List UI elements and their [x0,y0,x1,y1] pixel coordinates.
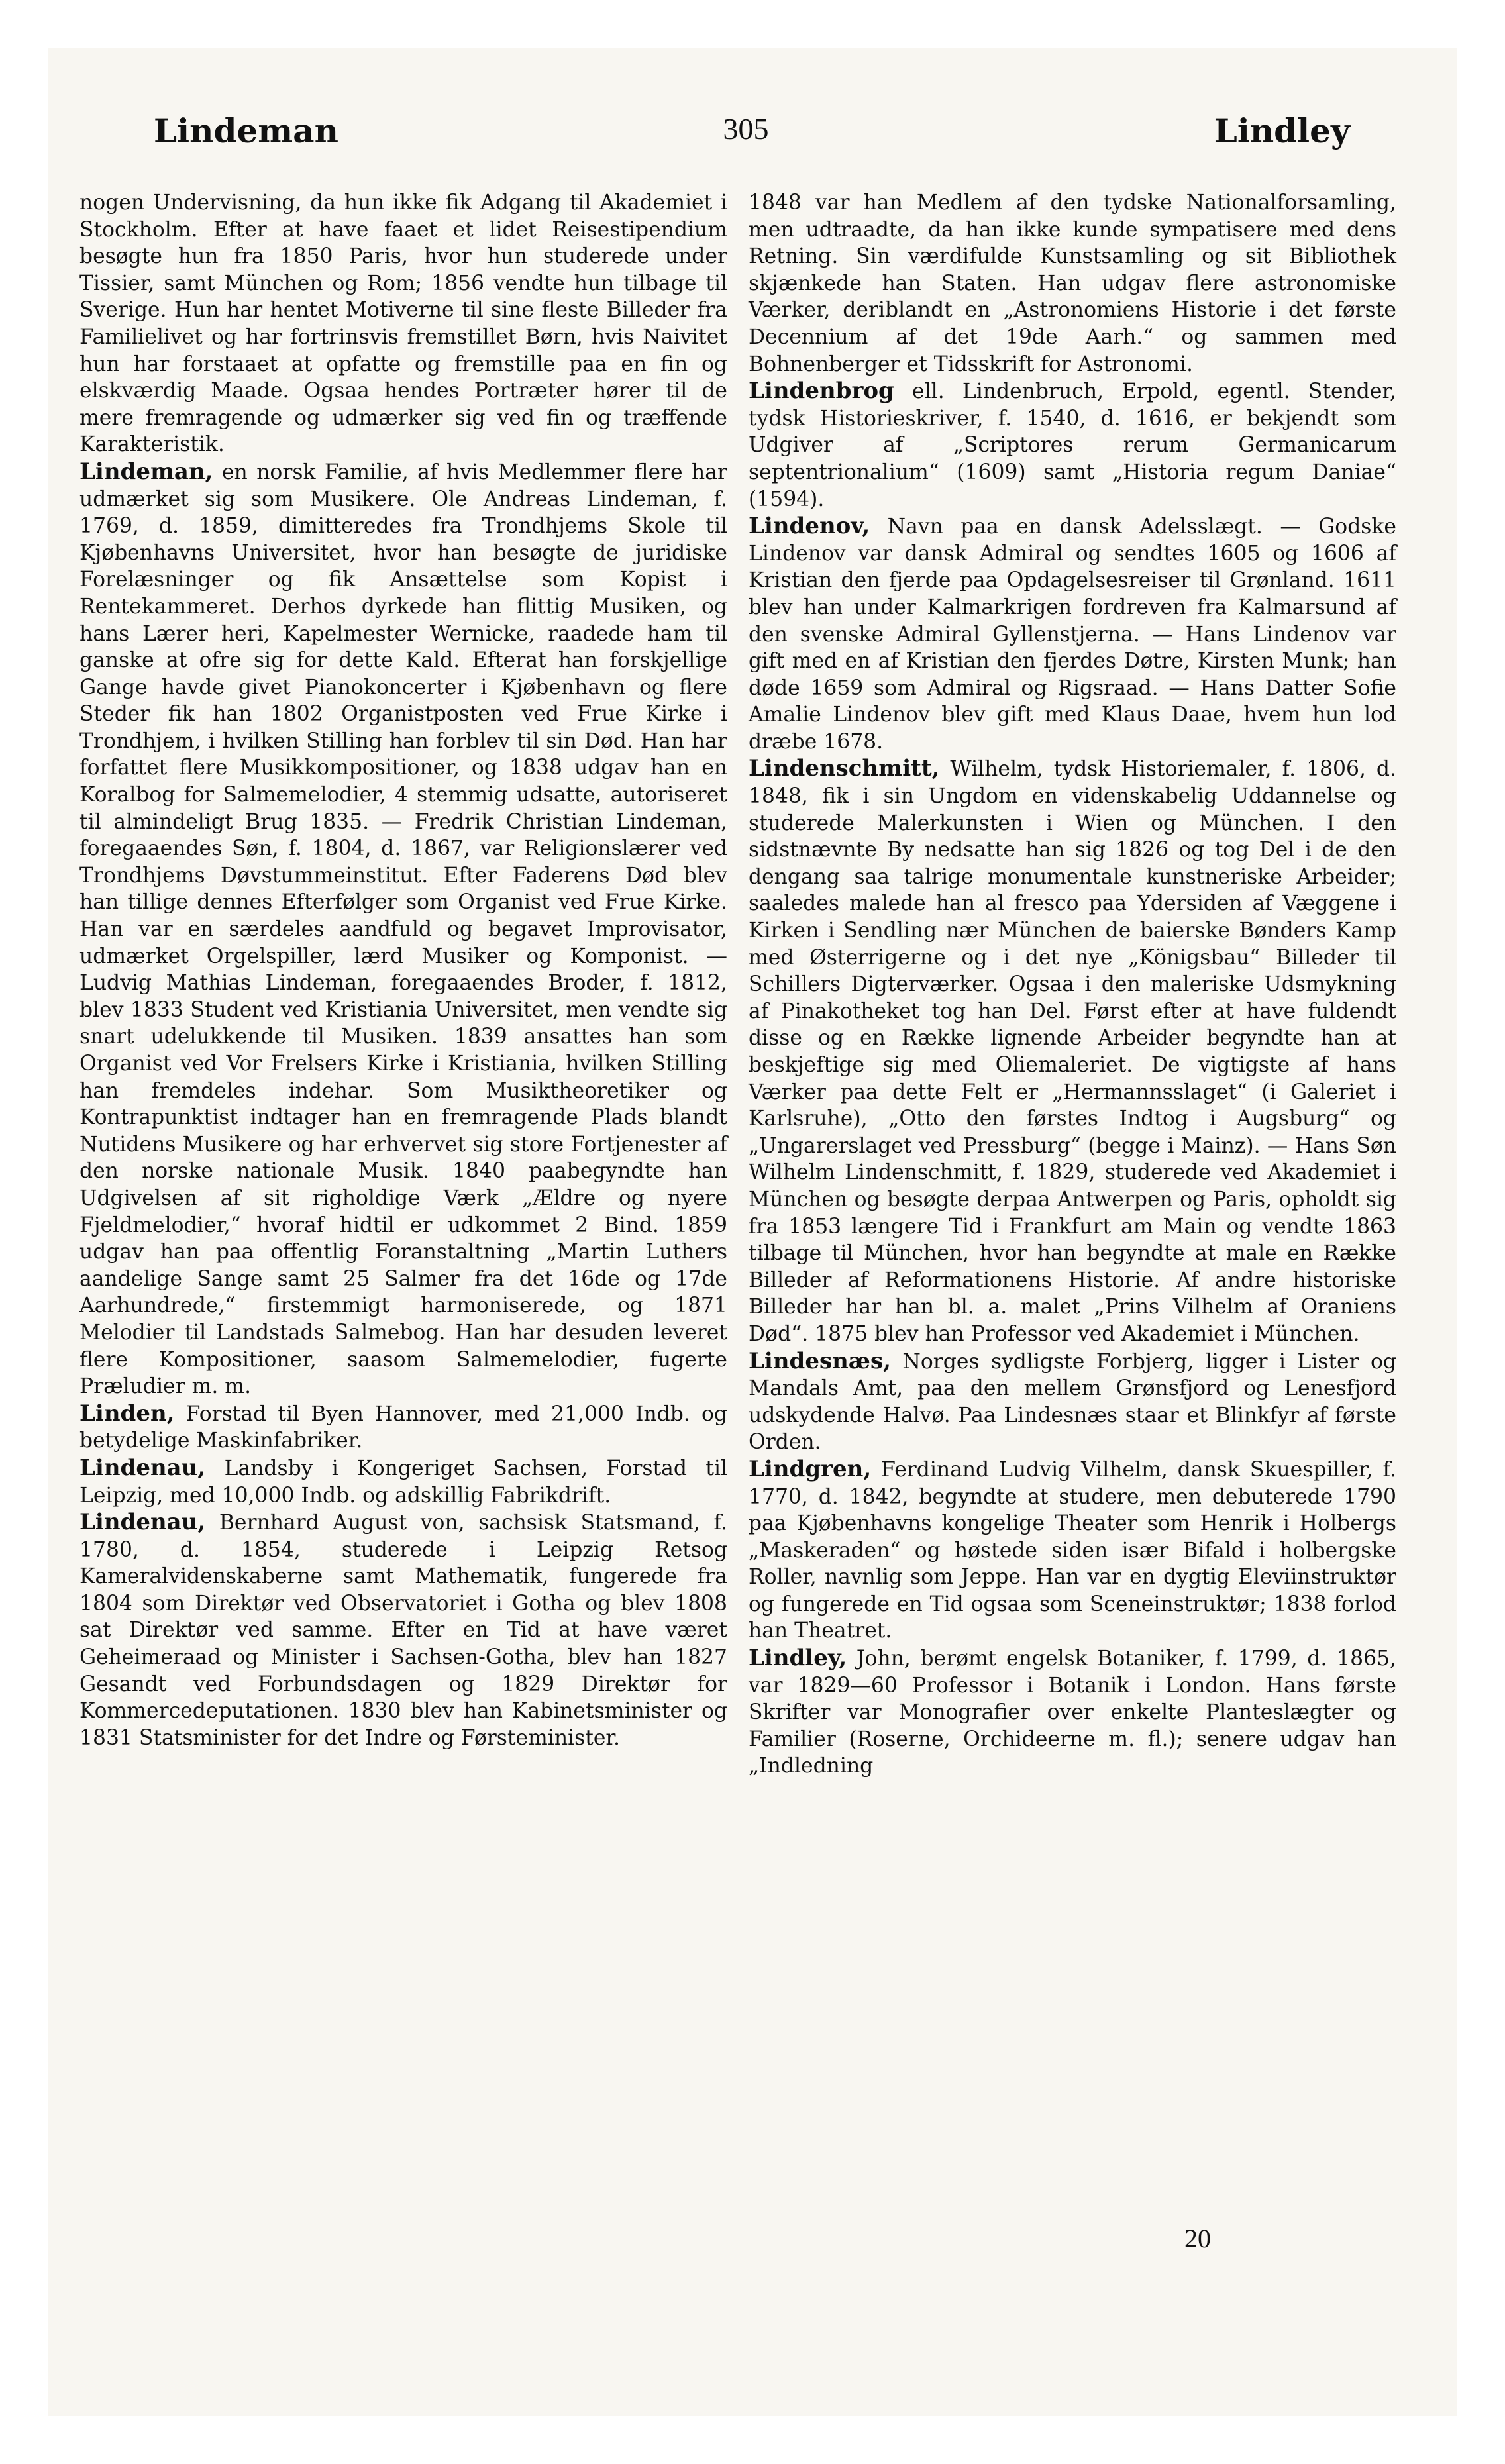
entry-headword: Lindenau, [79,1509,206,1536]
entry-paragraph [79,1509,727,1751]
entry-text: nogen Undervisning, da hun ikke fik Adgang til Akademiet i Stockholm. Efter at have faaet et lidet Reisestipendium besøgte hun fra 1850 Paris, hvor hun studerede under Tissier, samt München og Rom; 1856 vendte hun tilbage til Sverige. Hun har hentet Motiverne til sine fleste Billeder fra Familielivet og har fortrinsvis fremstillet Børn, hvis Naivitet hun har forstaaet at opfatte og fremstille paa en fin og elskværdig Maade. Ogsaa hendes Portræter hører til de mere fremragende og udmærker sig ved fin og træffende Karakteristik. [79,191,727,457]
entry-paragraph [749,1645,1396,1780]
entry-text: Landsby i Kongeriget Sachsen, Forstad til Leipzig, med 10,000 Indb. og adskillig Fabrikdrift. [79,1456,727,1508]
entry-paragraph [79,1400,727,1455]
entry-text: John, berømt engelsk Botaniker, f. 1799, d. 1865, var 1829—60 Professor i Botanik i London. Hans første Skrifter var Monografier over enkelte Planteslægter og Familier (Roserne, Orchideerne m. fl.); senere udgav han „Indledning [749,1647,1396,1778]
entry-paragraph [79,189,727,458]
entry-paragraph [749,378,1396,513]
entry-text: en norsk Familie, af hvis Medlemmer flere har udmærket sig som Musikere. Ole Andreas Lindeman, f. 1769, d. 1859, dimitteredes fra Trondhjems Skole til Kjøbenhavns Universitet, hvor han besøgte de juridiske Forelæsninger og fik Ansættelse som Kopist i Rentekammeret. Derhos dyrkede han flittig Musiken, og hans Lærer heri, Kapelmester Wernicke, raadede ham til ganske at ofre sig for dette Kald. Efterat han forskjellige Gange havde givet Pianokoncerter i Kjøbenhavn og flere Steder fik han 1802 Organistposten ved Frue Kirke i Trondhjem, i hvilken Stilling han forblev til sin Død. Han har forfattet flere Musikkompositioner, og 1838 udgav han en Koralbog for Salmemelodier, 4 stemmig udsatte, autoriseret til almindeligt Brug 1835. — Fredrik Christian Lindeman, foregaaendes Søn, f. 1804, d. 1867, var Religionslærer ved Trondhjems Døvstummeinstitut. Efter Faderens Død blev han tillige dennes Efterfølger som Organist ved Frue Kirke. Han var en særdeles aandfuld og begavet Improvisator, udmærket Orgelspiller, lærd Musiker og Komponist. — Ludvig Mathias Lindeman, foregaaendes Broder, f. 1812, blev 1833 Student ved Kristiania Universitet, men vendte sig snart udelukkende til Musiken. 1839 ansattes han som Organist ved Vor Frelsers Kirke i Kristiania, hvilken Stilling han fremdeles indehar. Som Musiktheoretiker og Kontrapunktist indtager han en fremragende Plads blandt Nutidens Musikere og har erhvervet sig store Fortjenester af den norske nationale Musik. 1840 paabegyndte han Udgivelsen af sit righoldige Værk „Ældre og nyere Fjeldmelodier,“ hvoraf hidtil er udkommet 2 Bind. 1859 udgav han paa offentlig Foranstaltning „Martin Luthers aandelige Sange samt 25 Salmer fra det 16de og 17de Aarhundrede,“ firstemmigt harmoniserede, og 1871 Melodier til Landstads Salmebog. Han har desuden leveret flere Kompositioner, saasom Salmemelodier, fugerte Præludier m. m. [79,460,727,1399]
entry-text: Norges sydligste Forbjerg, ligger i Lister og Mandals Amt, paa den mellem Grønsfjord og Lenesfjord udskydende Halvø. Paa Lindesnæs staar et Blinkfyr af første Orden. [749,1349,1396,1455]
entry-paragraph [749,755,1396,1347]
entry-paragraph [79,1455,727,1509]
entry-paragraph [749,1456,1396,1645]
entry-paragraph [749,1348,1396,1456]
entry-paragraph [749,513,1396,755]
entry-headword: Lindesnæs, [749,1347,891,1374]
entry-paragraph [749,189,1396,378]
entry-headword: Lindley, [749,1645,847,1672]
entry-text: Forstad til Byen Hannover, med 21,000 Indb. og betydelige Maskinfabriker. [79,1402,727,1453]
entry-headword: Lindenau, [79,1454,206,1481]
entry-headword: Lindenbrog [749,378,894,405]
header-left-word: Lindeman [154,111,338,150]
entry-paragraph [79,458,727,1400]
left-column [79,189,727,1751]
entry-headword: Lindenschmitt, [749,755,940,782]
entry-headword: Lindgren, [749,1455,872,1482]
entry-text: Ferdinand Ludvig Vilhelm, dansk Skuespiller, f. 1770, d. 1842, begyndte at studere, men debuterede 1790 paa Kjøbenhavns kongelige Theater som Henrik i Holbergs „Maskeraden“ og høstede siden især Bifald i holbergske Roller, navnlig som Jeppe. Han var en dygtig Eleviinstruktør og fungerede en Tid ogsaa som Sceneinstruktør; 1838 forlod han Theatret. [749,1457,1396,1643]
entry-headword: Lindeman, [79,458,213,485]
entry-headword: Linden, [79,1400,175,1427]
right-column [749,189,1396,1780]
page-number: 305 [723,112,769,146]
signature-mark: 20 [1184,2224,1211,2253]
header-right-word: Lindley [1214,111,1350,150]
entry-text: Wilhelm, tydsk Historiemaler, f. 1806, d. 1848, fik i sin Ungdom en videnskabelig Uddannelse og studerede Malerkunsten i Wien og München. I den sidstnævnte By nedsatte han sig 1826 og tog Del i de den dengang saa talrige monumentale kunstneriske Arbeider; saaledes malede han al fresco paa Ydersiden af Væggene i Kirken i Sendling nær München de baierske Bønders Kamp med Østerrigerne og i det nye „Königsbau“ Billeder til Schillers Digterværker. Ogsaa i den maleriske Udsmykning af Pinakotheket tog han Del. Først efter at have fuldendt disse og en Række lignende Arbeider begyndte han at beskjeftige sig med Oliemaleriet. De vigtigste af hans Værker paa dette Felt er „Hermannsslaget“ (i Galeriet i Karlsruhe), „Otto den førstes Indtog i Augsburg“ og „Ungarerslaget ved Pressburg“ (begge i Mainz). — Hans Søn Wilhelm Lindenschmitt, f. 1829, studerede ved Akademiet i München og besøgte derpaa Antwerpen og Paris, opholdt sig fra 1853 længere Tid i Frankfurt am Main og vendte 1863 tilbage til München, hvor han begyndte at male en Række Billeder af Reformationens Historie. Af andre historiske Billeder har han bl. a. malet „Prins Vilhelm af Oraniens Død“. 1875 blev han Professor ved Akademiet i München. [749,757,1396,1346]
entry-text: Bernhard August von, sachsisk Statsmand, f. 1780, d. 1854, studerede i Leipzig Retsog Kameralvidenskaberne samt Mathematik, fungerede fra 1804 som Direktør ved Observatoriet i Gotha og blev 1808 sat Direktør ved samme. Efter en Tid at have været Geheimeraad og Minister i Sachsen-Gotha, blev han 1827 Gesandt ved Forbundsdagen og 1829 Direktør for Kommercedeputationen. 1830 blev han Kabinetsminister og 1831 Statsminister for det Indre og Førsteminister. [79,1511,727,1750]
entry-text: Navn paa en dansk Adelsslægt. — Godske Lindenov var dansk Admiral og sendtes 1605 og 1606 af Kristian den fjerde paa Opdagelsesreiser til Grønland. 1611 blev han under Kalmarkrigen fordreven fra Kalmarsund af den svenske Admiral Gyllenstjerna. — Hans Lindenov var gift med en af Kristian den fjerdes Døtre, Kirsten Munk; han døde 1659 som Admiral og Rigsraad. — Hans Datter Sofie Amalie Lindenov blev gift med Klaus Daae, hvem hun lod dræbe 1678. [749,515,1396,754]
entry-headword: Lindenov, [749,513,870,540]
entry-text: 1848 var han Medlem af den tydske Nationalforsamling, men udtraadte, da han ikke kunde sympatisere med dens Retning. Sin værdifulde Kunstsamling og sit Bibliothek skjænkede han Staten. Han udgav flere astronomiske Værker, deriblandt en „Astronomiens Historie i det første Decennium af det 19de Aarh.“ og sammen med Bohnenberger et Tidsskrift for Astronomi. [749,191,1396,376]
entry-text: ell. Lindenbruch, Erpold, egentl. Stender, tydsk Historieskriver, f. 1540, d. 1616, er bekjendt som Udgiver af „Scriptores rerum Germanicarum septentrionalium“ (1609) samt „Historia regum Daniae“ (1594). [749,380,1396,511]
